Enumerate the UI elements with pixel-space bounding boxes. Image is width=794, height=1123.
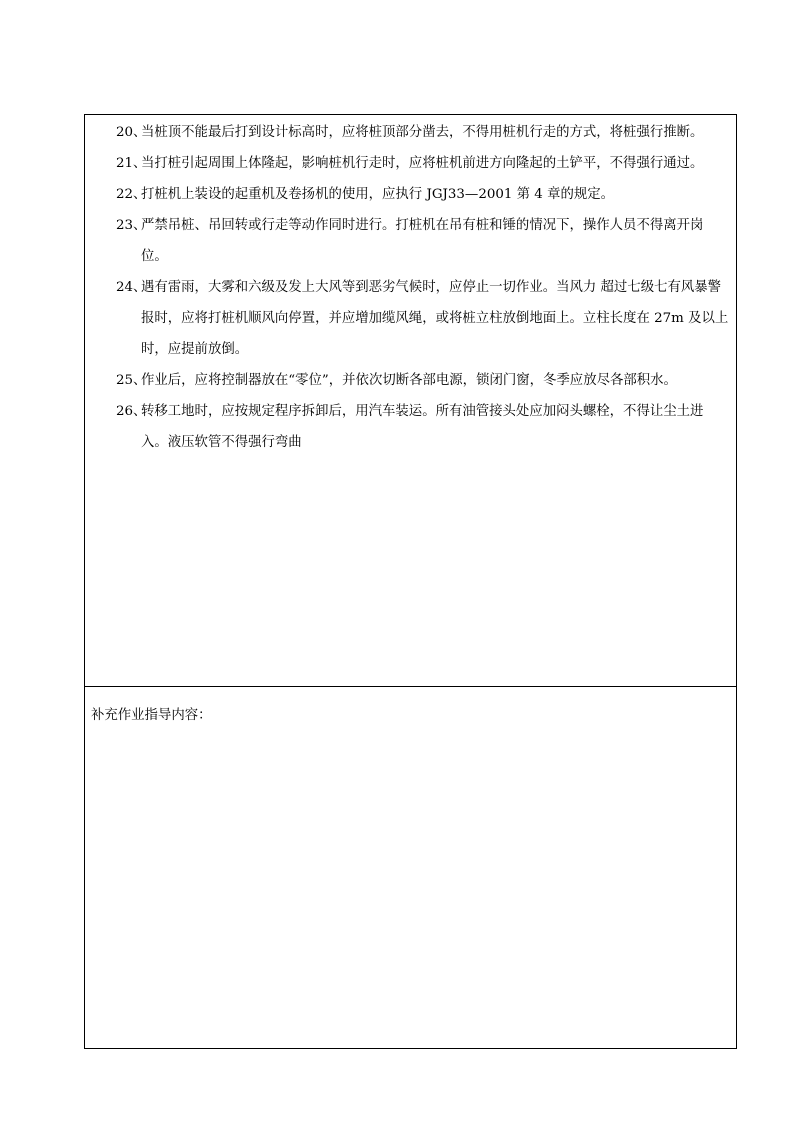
list-item	[85, 272, 736, 365]
supplement-label: 补充作业指导内容：	[91, 708, 212, 723]
item-number: 24、	[116, 280, 147, 295]
item-number: 22、	[116, 187, 147, 202]
item-text: 当桩顶不能最后打到设计标高时，应将桩顶部分凿去，不得用桩机行走的方式，将桩强行推断。	[141, 125, 704, 140]
item-text: 遇有雷雨，大雾和六级及发上大风等到恶劣气候时，应停止一切作业。当风力 超过七级七有风暴警报时，应将打桩机顺风向停置，并应增加缆风绳，或将桩立柱放倒地面上。立柱长度在 27m 及以上时，应提前放倒。	[141, 280, 729, 357]
item-number: 25、	[116, 373, 147, 388]
list-item	[85, 148, 736, 179]
item-text: 打桩机上装设的起重机及卷扬机的使用，应执行 JGJ33—2001 第 4 章的规定。	[141, 187, 615, 202]
item-text: 作业后，应将控制器放在“零位”，并依次切断各部电源，锁闭门窗，冬季应放尽各部积水。	[141, 373, 677, 388]
item-number: 23、	[116, 218, 147, 233]
item-text: 转移工地时，应按规定程序拆卸后，用汽车装运。所有油管接头处应加闷头螺栓，不得让尘土进入。液压软管不得强行弯曲	[141, 404, 704, 450]
item-text: 严禁吊桩、吊回转或行走等动作同时进行。打桩机在吊有桩和锤的情况下，操作人员不得离开岗位。	[141, 218, 704, 264]
item-number: 21、	[116, 156, 147, 171]
list-item	[85, 179, 736, 210]
supplement-cell	[85, 687, 736, 1048]
item-text: 当打桩引起周围上体隆起，影响桩机行走时，应将桩机前进方向隆起的土铲平，不得强行通过。	[141, 156, 704, 171]
item-number: 26、	[116, 404, 147, 419]
item-number: 20、	[116, 125, 147, 140]
list-item	[85, 365, 736, 396]
list-item	[85, 210, 736, 272]
list-item	[85, 117, 736, 148]
instruction-table	[84, 114, 737, 1049]
operation-items-list	[85, 117, 736, 458]
operation-items-cell	[85, 115, 736, 687]
list-item	[85, 396, 736, 458]
